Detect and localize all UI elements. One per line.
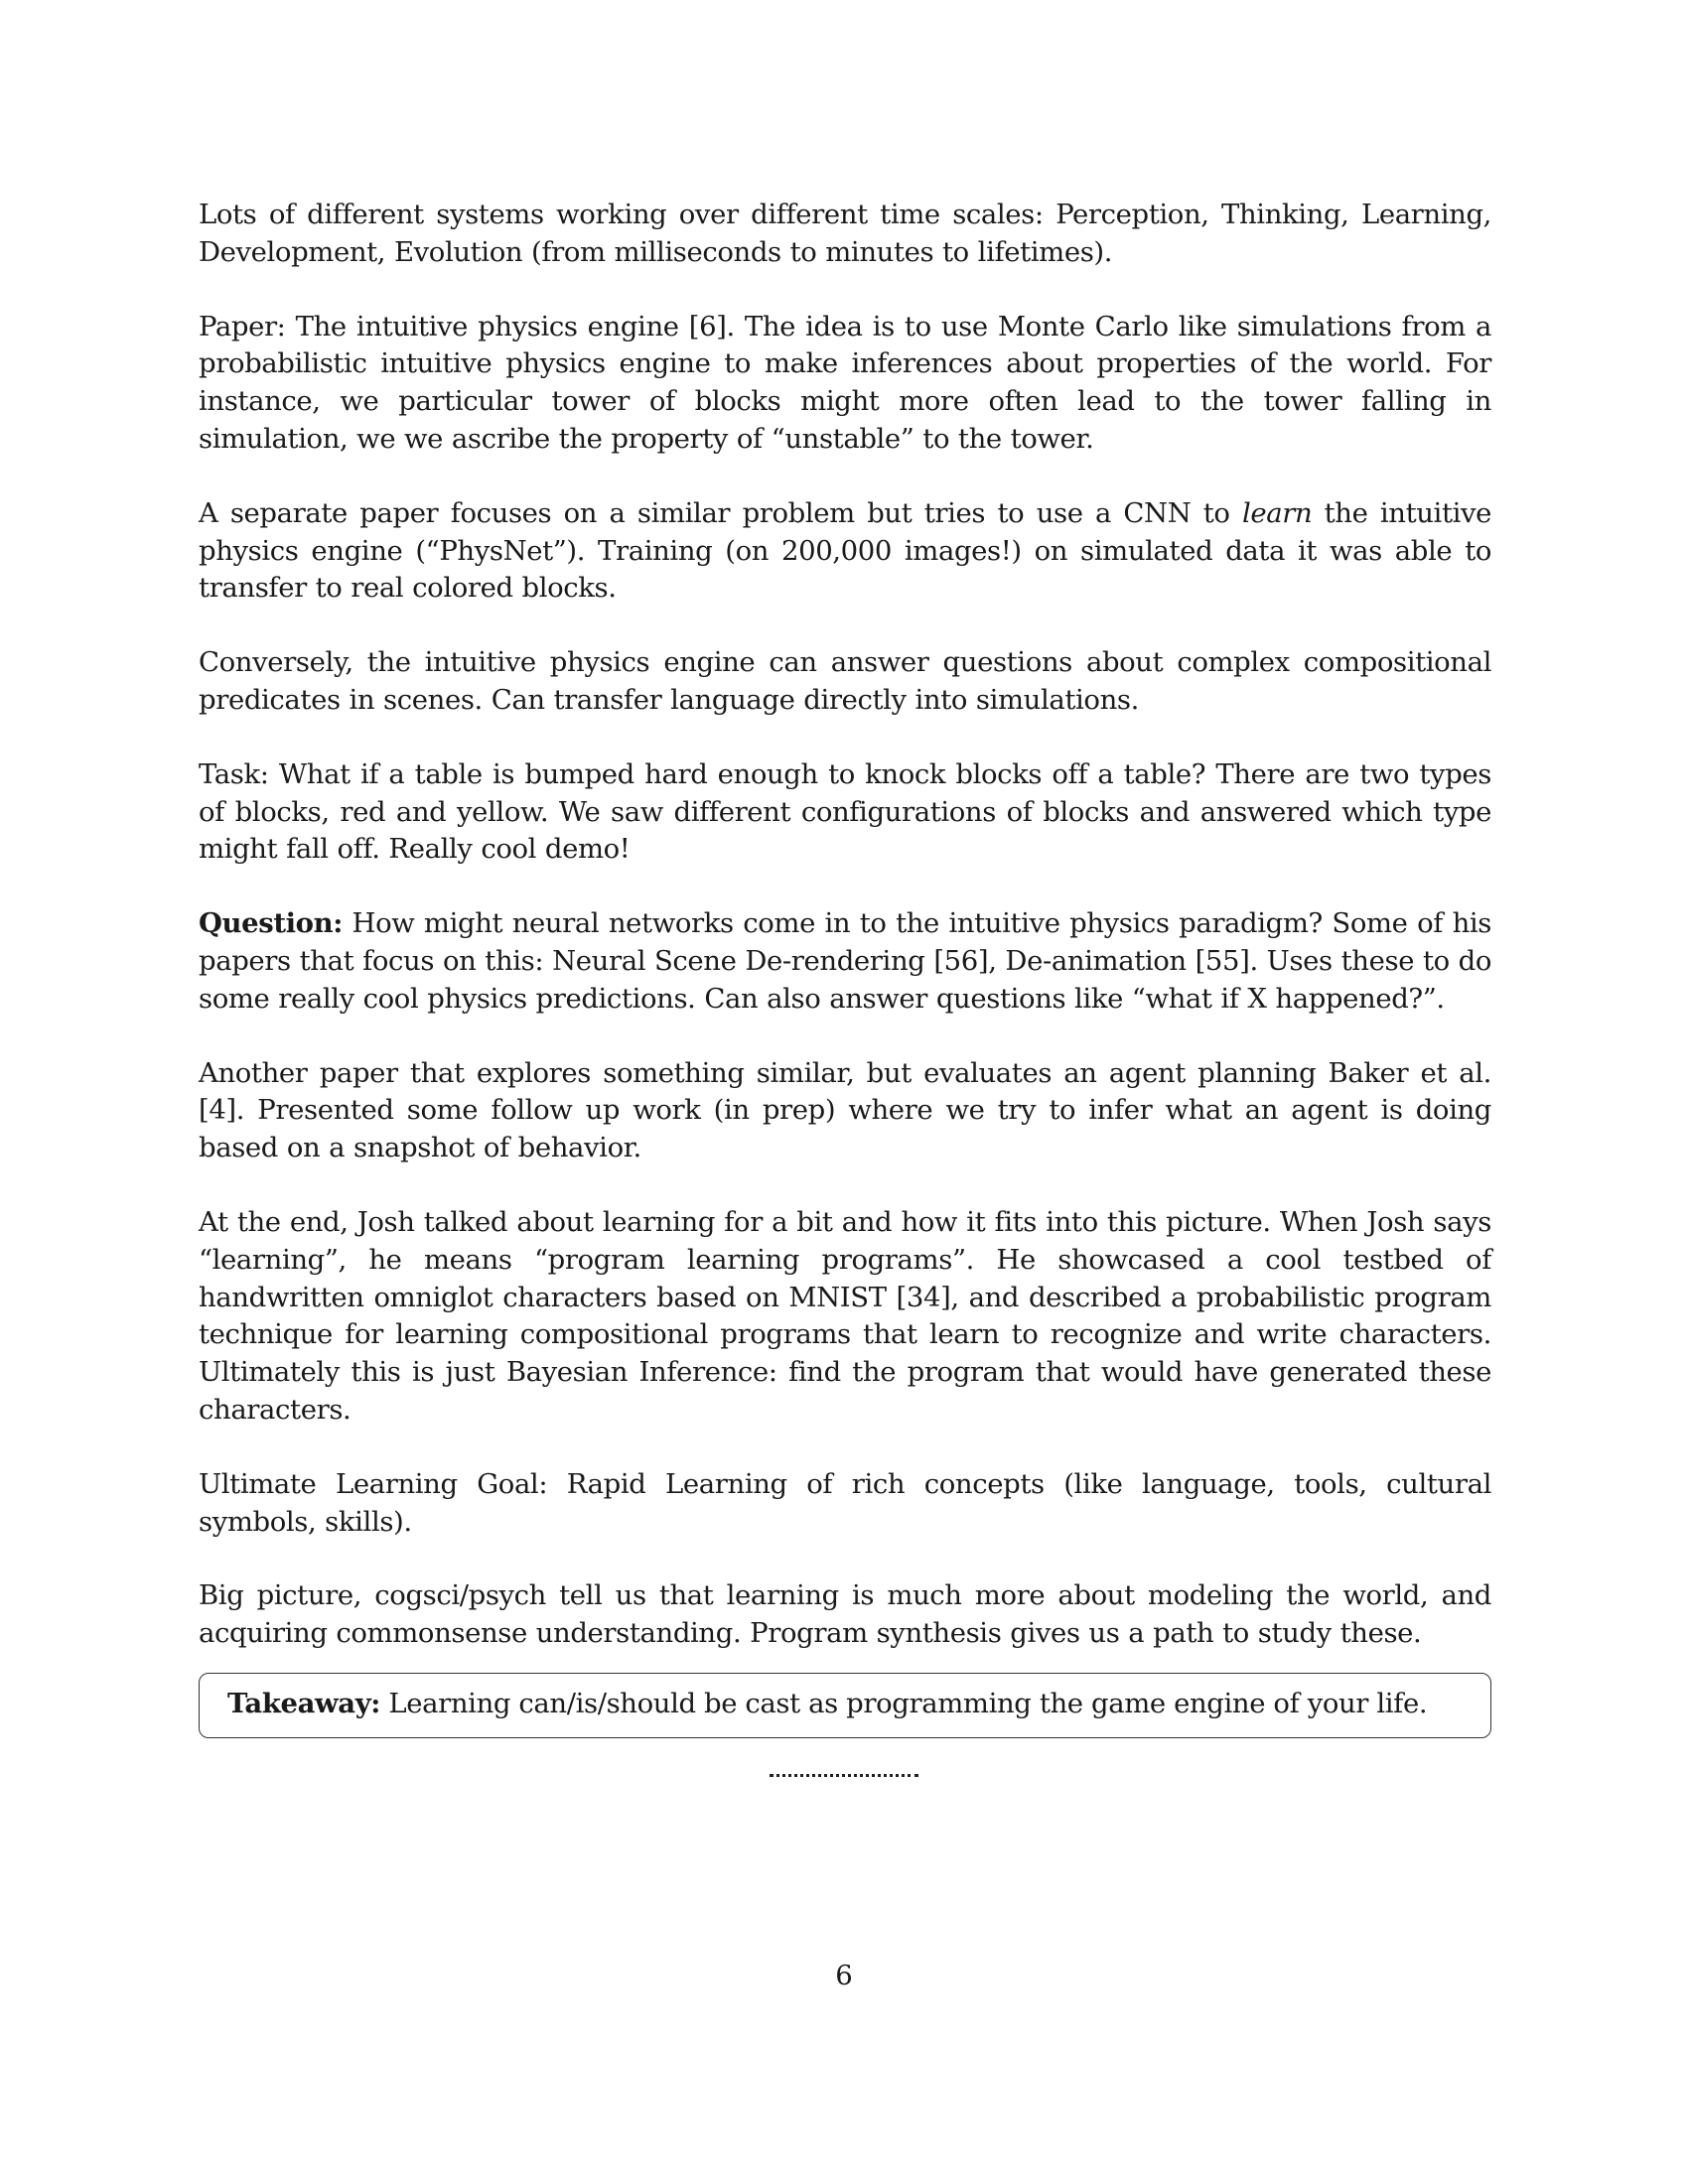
paragraph-text: Ultimate Learning Goal: Rapid Learning of rich concepts (like language, tools, cultural symbols, skills). [199, 1467, 1491, 1538]
paragraph-text: Paper: The intuitive physics engine [6]. The idea is to use Monte Carlo like simulations from a probabilistic intuitive physics engine to make inferences about properties of the world. For instance, we particular tower of blocks might more often lead to the tower falling in simulation, we we ascribe the property of “unstable” to the tower. [199, 310, 1491, 455]
emphasis-learn: learn [1241, 496, 1313, 529]
paragraph-physnet [199, 495, 1491, 608]
paragraph-text: Conversely, the intuitive physics engine can answer questions about complex compositional predicates in scenes. Can transfer language directly into simulations. [199, 646, 1491, 716]
paragraph-text: At the end, Josh talked about learning for a bit and how it fits into this picture. When Josh says “learning”, he means “program learning programs”. He showcased a cool testbed of handwritten omniglot characters based on MNIST [34], and described a probabilistic program technique for learning compositional programs that learn to recognize and write characters. Ultimately this is just Bayesian Inference: find the program that would have generated these characters. [199, 1205, 1491, 1426]
takeaway-label: Takeaway: [227, 1687, 381, 1719]
paragraph-compositional-predicates [199, 644, 1491, 720]
paragraph-text: Big picture, cogsci/psych tell us that learning is much more about modeling the world, and acquiring commonsense understanding. Program synthesis gives us a path to study these. [199, 1579, 1491, 1650]
paragraph-text: Another paper that explores something similar, but evaluates an agent planning Baker et al. [4]. Presented some follow up work (in prep) where we try to infer what an agent is doing based on a snapshot of behavior. [199, 1056, 1491, 1164]
paragraph-text-after: the intuitive physics engine (“PhysNet”). Training (on 200,000 images!) on simulated data it was able to transfer to real colored blocks. [199, 496, 1491, 605]
paragraph-big-picture [199, 1577, 1491, 1653]
paragraph-text-before: A separate paper focuses on a similar problem but tries to use a CNN to [199, 496, 1242, 529]
paragraph-text: Lots of different systems working over different time scales: Perception, Thinking, Learning, Development, Evolution (from milliseconds to minutes to lifetimes). [199, 199, 1491, 268]
paragraph-text: Task: What if a table is bumped hard enough to knock blocks off a table? There are two types of blocks, red and yellow. We saw different configurations of blocks and answered which type might fall off. Really cool demo! [199, 757, 1491, 866]
question-label: Question: [199, 907, 343, 940]
paragraph-task [199, 756, 1491, 869]
paragraph-learning-goal [199, 1466, 1491, 1542]
paragraph-agent-planning [199, 1055, 1491, 1167]
paragraph-question [199, 905, 1491, 1018]
section-separator [770, 1774, 918, 1777]
paragraph-program-learning [199, 1204, 1491, 1430]
takeaway-text: Learning can/is/should be cast as programming the game engine of your life. [380, 1687, 1428, 1719]
page-body [199, 197, 1491, 1738]
takeaway-box [199, 1673, 1491, 1738]
paragraph-time-scales [199, 197, 1491, 272]
page-number: 6 [835, 1960, 853, 1991]
paragraph-intuitive-physics-engine [199, 309, 1491, 459]
paragraph-text: How might neural networks come in to the intuitive physics paradigm? Some of his papers that focus on this: Neural Scene De-rendering [56], De-animation [55]. Uses these to do some really cool physics predictions. Can also answer questions like “what if X happened?”. [199, 907, 1491, 1015]
